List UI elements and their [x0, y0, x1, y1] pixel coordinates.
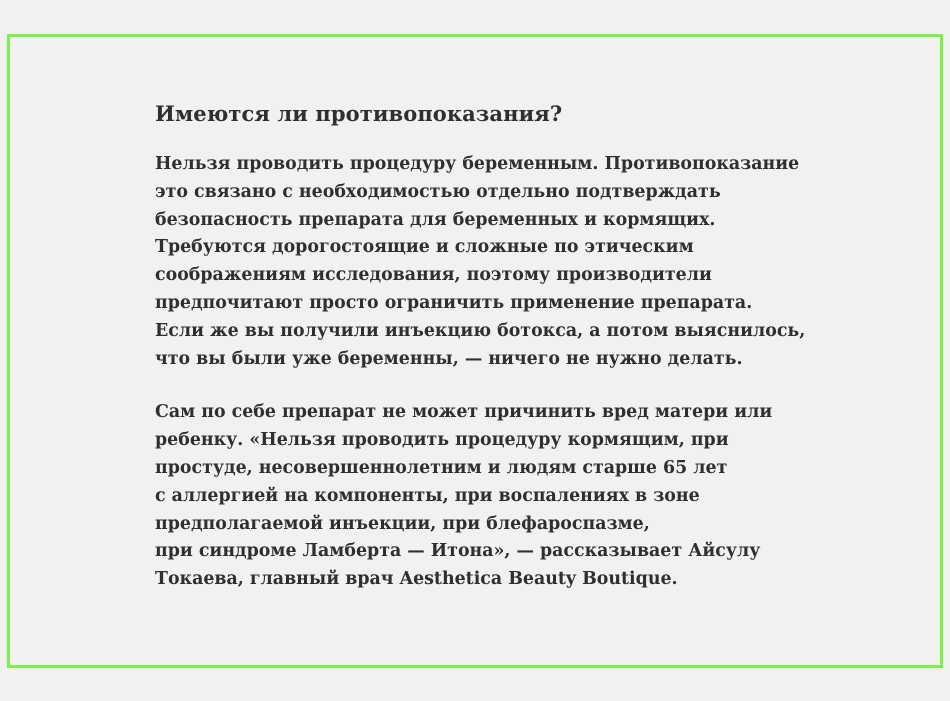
paragraph-line: соображениям исследования, поэтому производители: [155, 265, 712, 286]
paragraph-line: при синдроме Ламберта — Итона», — рассказывает Айсулу: [155, 541, 761, 562]
paragraph-line: Требуются дорогостоящие и сложные по этическим: [155, 237, 694, 258]
highlight-frame: [7, 34, 943, 668]
article-content: [155, 99, 815, 620]
paragraph-line: простуде, несовершеннолетним и людям старше 65 лет: [155, 457, 728, 478]
paragraph-line: предпочитают просто ограничить применение препарата.: [155, 292, 753, 313]
article-paragraph-2: [155, 399, 815, 594]
paragraph-line: Если же вы получили инъекцию ботокса, а потом выяснилось,: [155, 320, 806, 341]
paragraph-line: это связано с необходимостью отдельно подтверждать: [155, 181, 721, 202]
paragraph-line: Нельзя проводить процедуру беременным. Противопоказание: [155, 154, 800, 174]
paragraph-line: предполагаемой инъекции, при блефароспазме,: [155, 513, 650, 534]
paragraph-line: что вы были уже беременны, — ничего не нужно делать.: [155, 348, 743, 369]
article-heading: Имеются ли противопоказания?: [155, 101, 563, 126]
paragraph-line: Токаева, главный врач Aesthetica Beauty Boutique.: [155, 569, 678, 590]
article-paragraph-1: [155, 151, 815, 373]
paragraph-line: с аллергией на компоненты, при воспалениях в зоне: [155, 485, 700, 506]
paragraph-line: ребенку. «Нельзя проводить процедуру кормящим, при: [155, 430, 729, 451]
paragraph-line: безопасность препарата для беременных и кормящих.: [155, 209, 716, 230]
paragraph-line: Сам по себе препарат не может причинить вред матери или: [155, 402, 773, 423]
